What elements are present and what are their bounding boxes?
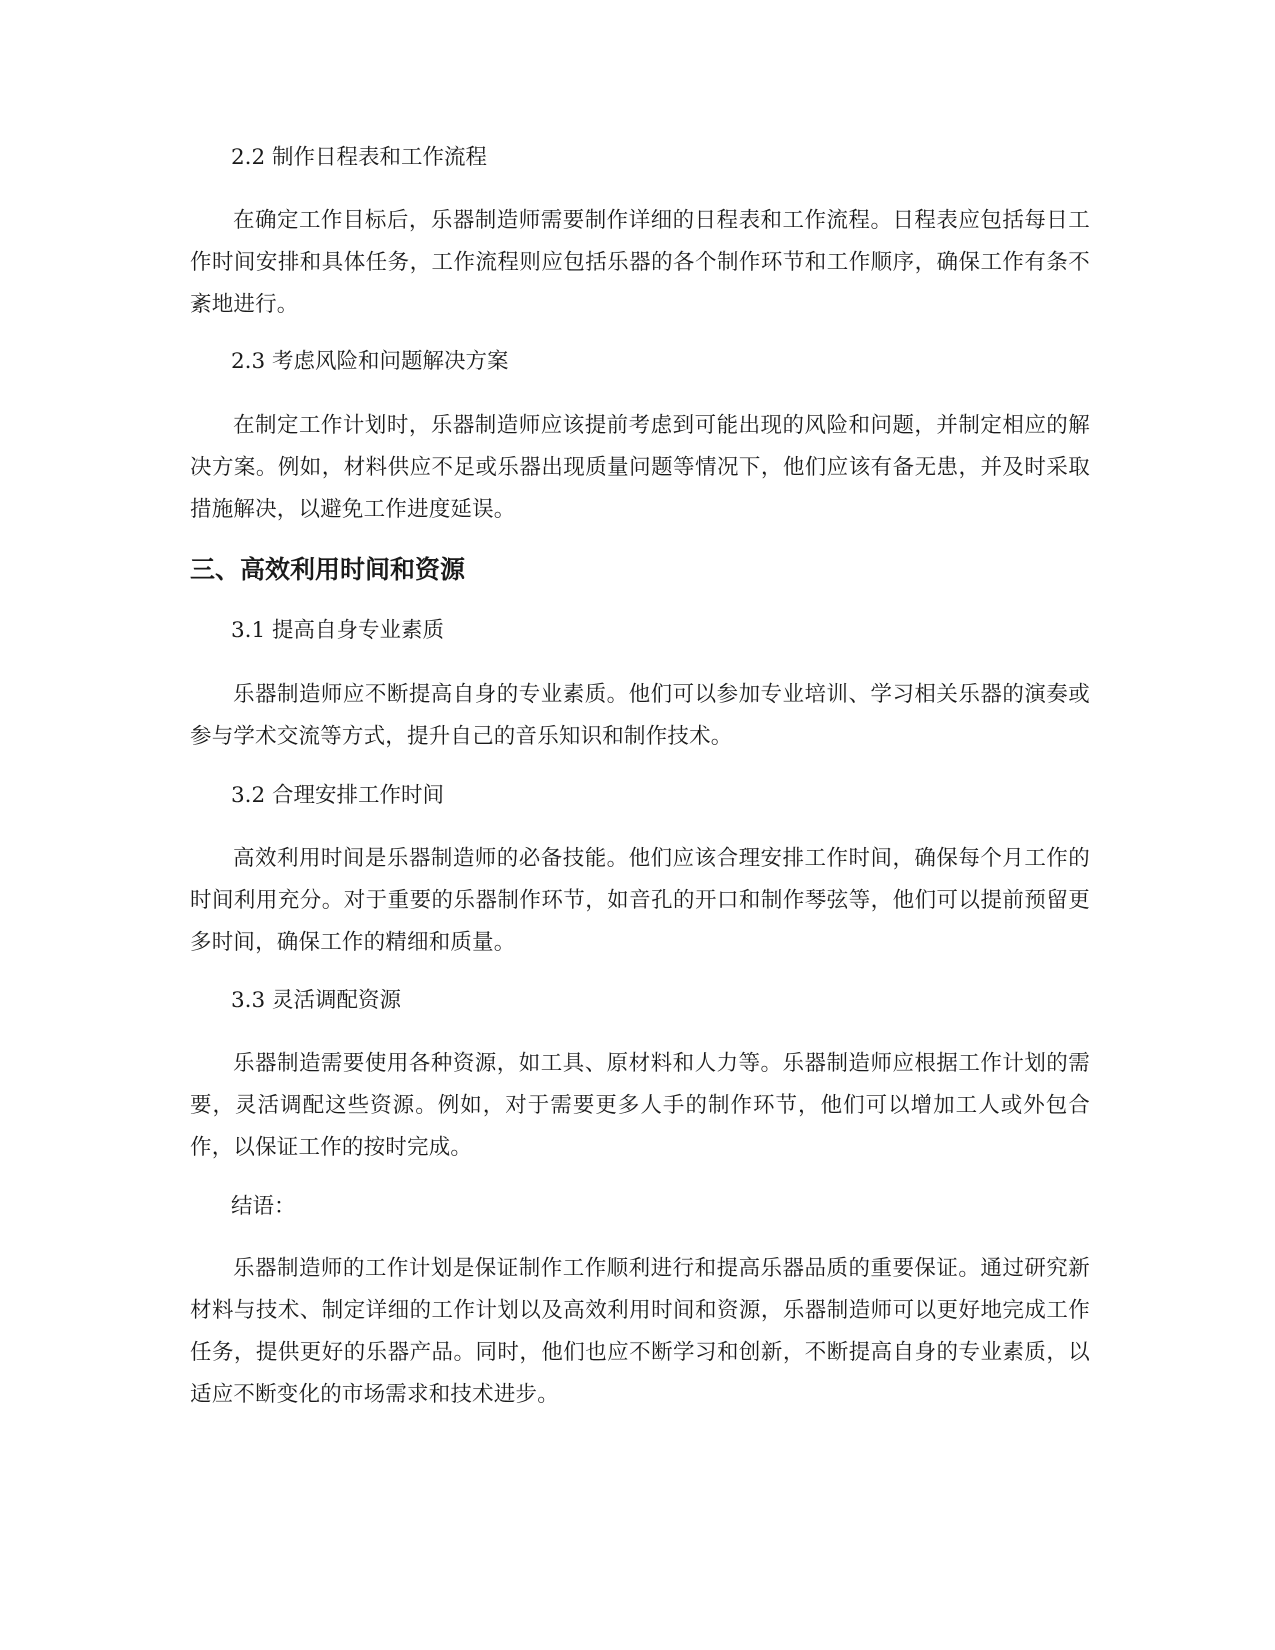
paragraph-2-3: 在制定工作计划时，乐器制造师应该提前考虑到可能出现的风险和问题，并制定相应的解决方案。例如，材料供应不足或乐器出现质量问题等情况下，他们应该有备无患，并及时采取措施解决，以避免工作进度延误。: [190, 413, 1090, 522]
conclusion-paragraph: 乐器制造师的工作计划是保证制作工作顺利进行和提高乐器品质的重要保证。通过研究新材料与技术、制定详细的工作计划以及高效利用时间和资源，乐器制造师可以更好地完成工作任务，提供更好的乐器产品。同时，他们也应不断学习和创新，不断提高自身的专业素质，以适应不断变化的市场需求和技术进步。: [190, 1256, 1090, 1407]
subsection-title-3-2: 3.2 合理安排工作时间: [231, 783, 445, 808]
paragraph-3-1: 乐器制造师应不断提高自身的专业素质。他们可以参加专业培训、学习相关乐器的演奏或参与学术交流等方式，提升自己的音乐知识和制作技术。: [190, 682, 1090, 749]
section-heading-3: 三、高效利用时间和资源: [190, 555, 466, 584]
subsection-title-3-1: 3.1 提高自身专业素质: [231, 618, 445, 643]
subsection-title-2-2: 2.2 制作日程表和工作流程: [231, 145, 488, 170]
paragraph-3-3: 乐器制造需要使用各种资源，如工具、原材料和人力等。乐器制造师应根据工作计划的需要，灵活调配这些资源。例如，对于需要更多人手的制作环节，他们可以增加工人或外包合作，以保证工作的按时完成。: [190, 1051, 1090, 1160]
subsection-title-2-3: 2.3 考虑风险和问题解决方案: [231, 349, 509, 374]
conclusion-label: 结语：: [231, 1194, 296, 1219]
paragraph-3-2: 高效利用时间是乐器制造师的必备技能。他们应该合理安排工作时间，确保每个月工作的时间利用充分。对于重要的乐器制作环节，如音孔的开口和制作琴弦等，他们可以提前预留更多时间，确保工作的精细和质量。: [190, 846, 1090, 955]
subsection-title-3-3: 3.3 灵活调配资源: [231, 988, 402, 1013]
paragraph-2-2: 在确定工作目标后，乐器制造师需要制作详细的日程表和工作流程。日程表应包括每日工作时间安排和具体任务，工作流程则应包括乐器的各个制作环节和工作顺序，确保工作有条不紊地进行。: [190, 208, 1090, 317]
